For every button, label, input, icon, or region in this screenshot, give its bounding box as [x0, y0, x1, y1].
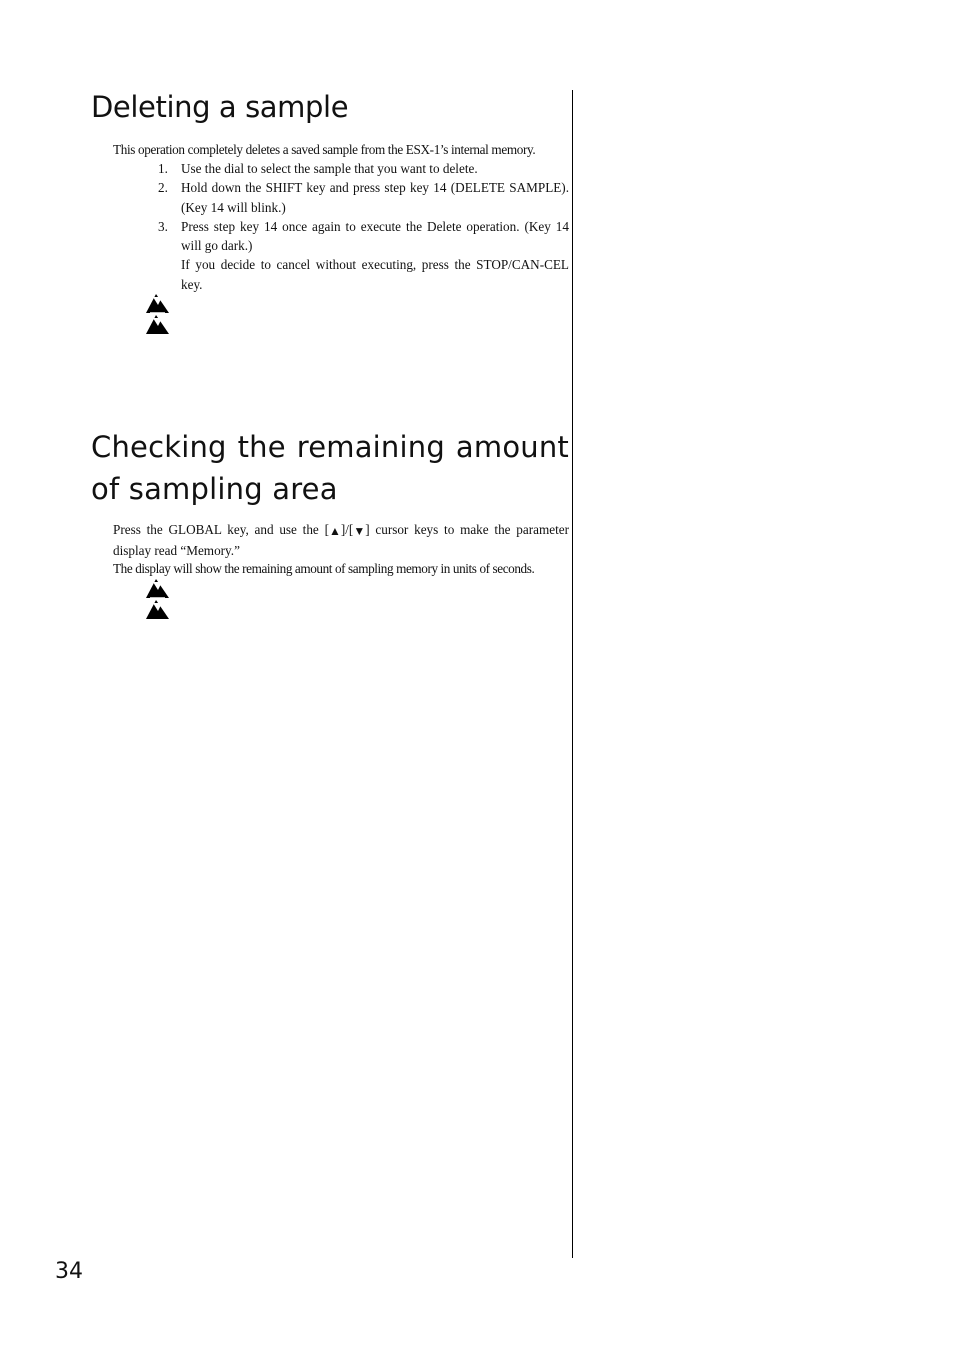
up-arrow-icon: ▲: [328, 524, 341, 538]
step-number: 1.: [158, 161, 168, 176]
step-text: Hold down the SHIFT key and press step key 14 (DELETE SAMPLE). (Key 14 will blink.): [181, 180, 569, 215]
memory-display-paragraph: The display will show the remaining amount of sampling memory in units of seconds.: [113, 561, 535, 576]
text-segment: ]/[: [340, 522, 354, 537]
column-rule: [572, 90, 573, 1258]
down-arrow-icon: ▼: [353, 524, 366, 538]
cancel-note: If you decide to cancel without executing, press the STOP/CAN-CEL key.: [181, 257, 569, 292]
list-item: [158, 159, 569, 178]
steps-list: [158, 159, 569, 294]
note-icon: [144, 578, 170, 620]
section-checking-memory: [91, 426, 569, 510]
section-heading: Deleting a sample: [91, 90, 349, 124]
list-item: [158, 178, 569, 217]
list-item: [158, 217, 569, 294]
section-deleting-sample: [91, 90, 569, 124]
intro-paragraph: This operation completely deletes a saved sample from the ESX-1’s internal memory.: [113, 142, 536, 157]
step-number: 2.: [158, 180, 168, 196]
global-key-paragraph: [113, 520, 569, 561]
text-segment: ] cursor keys to make the parameter display read “Memory.”: [113, 522, 569, 559]
step-number: 3.: [158, 218, 168, 234]
step-text: Press step key 14 once again to execute the Delete operation. (Key 14 will go dark.): [181, 218, 569, 254]
page-number: 34: [55, 1259, 83, 1284]
text-segment: Press the GLOBAL key, and use the [: [113, 522, 329, 537]
section-heading: Checking the remaining amount of sampling area: [91, 430, 569, 506]
note-icon: [144, 293, 170, 335]
step-text: Use the dial to select the sample that you want to delete.: [181, 161, 478, 176]
